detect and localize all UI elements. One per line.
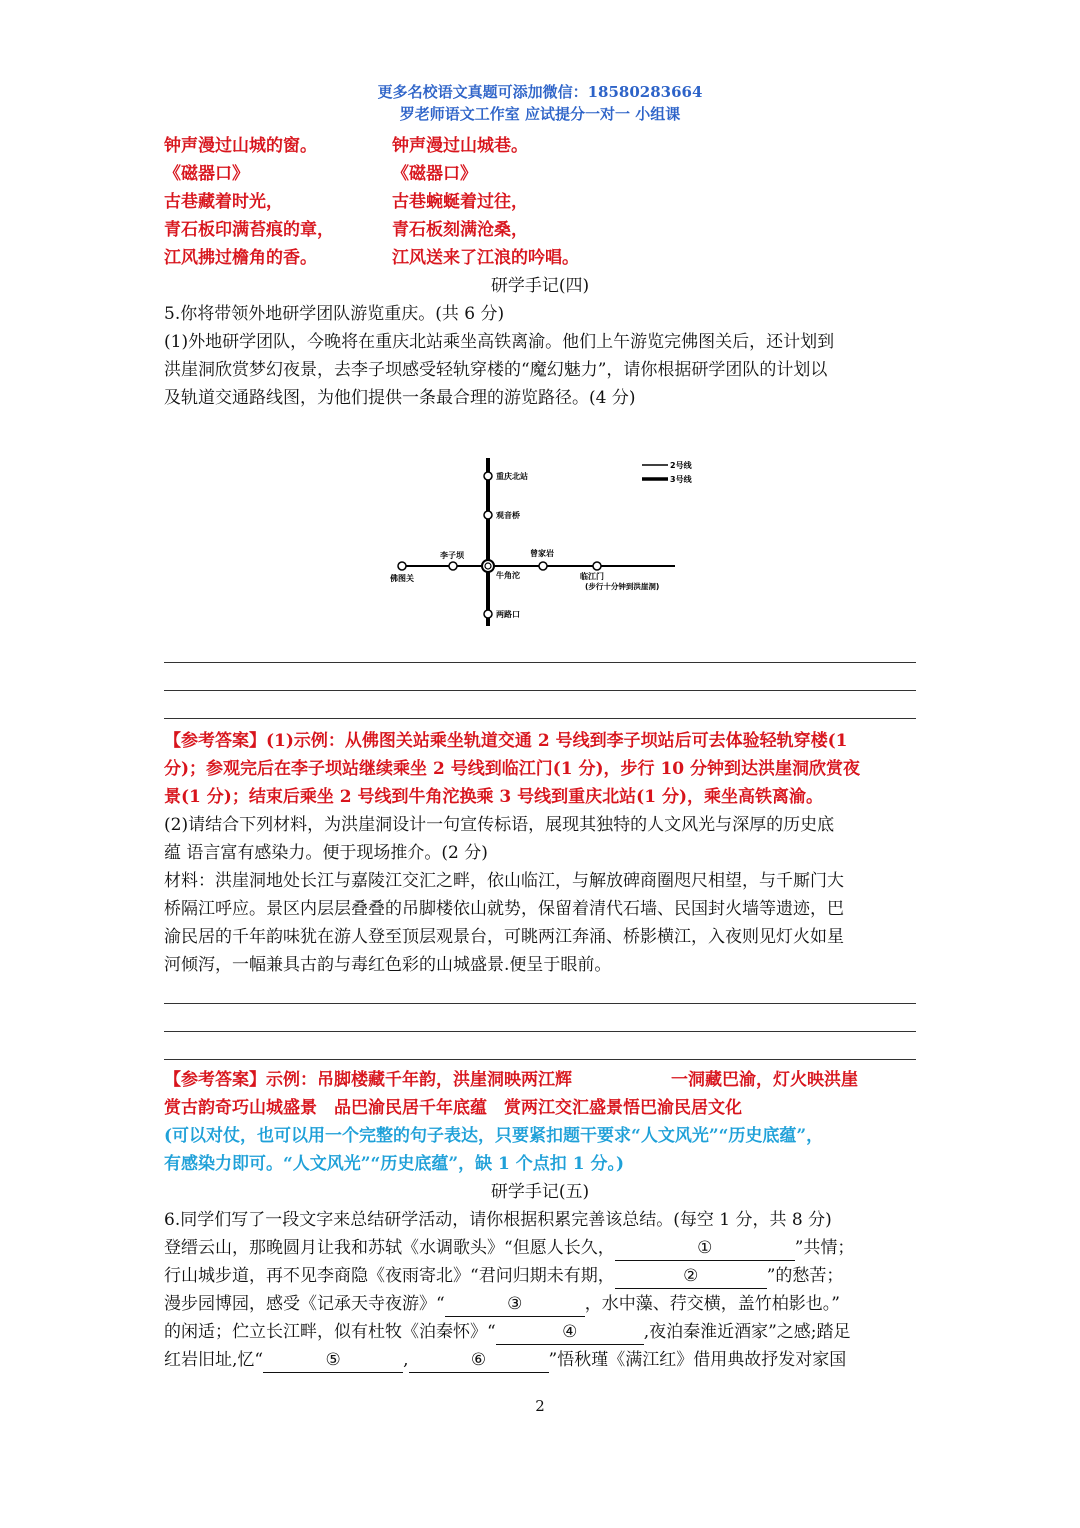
station-linjiangmen: [593, 562, 601, 570]
question-5-1-line: 及轨道交通路线图，为他们提供一条最合理的游览路径。(4 分): [164, 388, 636, 408]
reference-answer-1-line: 【参考答案】(1)示例：从佛图关站乘坐轨道交通 2 号线到李子坝站后可去体验轻轨穿楼(1: [164, 731, 848, 751]
poem-right: 《磁器口》: [392, 164, 477, 184]
poem-left: 《磁器口》: [164, 164, 249, 184]
header-wechat: 更多名校语文真题可添加微信：18580283664: [377, 83, 703, 101]
station-label: 重庆北站: [496, 472, 528, 481]
poem-row: [164, 216, 924, 244]
blank-1[interactable]: ①: [615, 1236, 795, 1261]
station-label: 佛图关: [390, 574, 414, 583]
reference-answer-2-line: [164, 1066, 924, 1094]
poem-right: 钟声漫过山城巷。: [392, 136, 528, 156]
blank-6[interactable]: ⑥: [409, 1348, 549, 1373]
text-segment: 漫步园博园，感受《记承天寺夜游》“: [164, 1294, 445, 1314]
fill-in-line: [164, 1234, 924, 1262]
text-segment: ，水中藻、荇交横，盖竹柏影也。”: [584, 1294, 840, 1314]
station-label: 李子坝: [440, 551, 464, 560]
text-segment: ”的愁苦；: [766, 1266, 844, 1286]
text-segment: 行山城步道，再不见李商隐《夜雨寄北》“君问归期未有期，: [164, 1266, 615, 1286]
poem-row: [164, 132, 924, 160]
answer-slogan-2: 一洞藏巴渝，灯火映洪崖: [671, 1070, 858, 1090]
station-fotuguan: [398, 562, 406, 570]
station-label: 临江门: [580, 572, 604, 581]
metro-route-map: [380, 448, 700, 638]
page-number: 2: [535, 1397, 545, 1415]
section-title-5: 研学手记(五): [490, 1182, 590, 1202]
fill-in-line: [164, 1262, 924, 1290]
answer-rule: [164, 718, 916, 719]
header-studio: 罗老师语文工作室 应试提分一对一 小组课: [399, 105, 681, 123]
question-5: 5.你将带领外地研学团队游览重庆。(共 6 分): [164, 304, 505, 324]
poem-left: 古巷藏着时光，: [164, 192, 283, 212]
text-segment: ,: [403, 1350, 409, 1370]
poem-left: 青石板印满苔痕的章，: [164, 220, 334, 240]
blank-5[interactable]: ⑤: [263, 1348, 403, 1373]
poem-left: 江风拂过檐角的香。: [164, 248, 317, 268]
section-title-4: 研学手记(四): [490, 276, 590, 296]
poem-right: 青石板刻满沧桑，: [392, 220, 528, 240]
station-note: (步行十分钟到洪崖洞): [585, 582, 660, 591]
blank-4[interactable]: ④: [496, 1320, 644, 1345]
material-line: 桥隔江呼应。景区内层层叠叠的吊脚楼依山就势，保留着清代石墙、民国封火墙等遗迹，巴: [164, 899, 844, 919]
fill-in-line: [164, 1290, 924, 1318]
answer-rule: [164, 662, 916, 663]
fill-in-line: [164, 1318, 924, 1346]
poem-row: [164, 244, 924, 272]
scoring-note: 有感染力即可。“人文风光”“历史底蕴”，缺 1 个点扣 1 分。): [164, 1154, 624, 1174]
reference-answer-1-line: 分)；参观完后在李子坝站继续乘坐 2 号线到临江门(1 分)，步行 10 分钟到达洪崖洞欣赏夜: [164, 759, 861, 779]
answer-slogan-1: 【参考答案】示例：吊脚楼藏千年韵，洪崖洞映两江辉: [164, 1070, 572, 1090]
station-label: 牛角沱: [496, 571, 520, 580]
text-segment: 红岩旧址,忆“: [164, 1350, 264, 1370]
station-lianglukou: [484, 610, 492, 618]
poem-row: [164, 160, 924, 188]
answer-rule: [164, 1059, 916, 1060]
question-6: 6.同学们写了一段文字来总结研学活动，请你根据积累完善该总结。(每空 1 分，共 8 分): [164, 1210, 832, 1230]
scoring-note: (可以对仗，也可以用一个完整的句子表达，只要紧扣题干要求“人文风光”“历史底蕴”，: [164, 1126, 824, 1146]
poem-row: [164, 188, 924, 216]
legend-line3: 3号线: [670, 475, 692, 484]
answer-rule: [164, 1031, 916, 1032]
station-label: 两路口: [496, 610, 520, 619]
answer-rule: [164, 690, 916, 691]
text-segment: ”共情；: [794, 1238, 855, 1258]
blank-2[interactable]: ②: [615, 1264, 767, 1289]
text-segment: ”悟秋瑾《满江红》借用典故抒发对家国: [548, 1350, 847, 1370]
material-line: 河倾泻，一幅兼具古韵与毒红色彩的山城盛景.便呈于眼前。: [164, 955, 612, 975]
poem-left: 钟声漫过山城的窗。: [164, 136, 317, 156]
station-guanyinqiao: [484, 511, 492, 519]
answer-rule: [164, 1003, 916, 1004]
blank-3[interactable]: ③: [445, 1292, 585, 1317]
reference-answer-2-line: 赏古韵奇巧山城盛景 品巴渝民居千年底蕴 赏两江交汇盛景悟巴渝民居文化: [164, 1098, 742, 1118]
station-chongqing-north: [484, 472, 492, 480]
text-segment: ,夜泊秦淮近酒家”之感;踏足: [643, 1322, 851, 1342]
question-5-1-line: (1)外地研学团队，今晚将在重庆北站乘坐高铁离渝。他们上午游览完佛图关后，还计划到: [164, 332, 835, 352]
question-5-1-line: 洪崖洞欣赏梦幻夜景，去李子坝感受轻轨穿楼的“魔幻魅力”，请你根据研学团队的计划以: [164, 360, 828, 380]
material-line: 材料：洪崖洞地处长江与嘉陵江交汇之畔，依山临江，与解放碑商圈咫尺相望，与千厮门大: [164, 871, 844, 891]
station-label: 曾家岩: [530, 549, 554, 558]
poem-right: 江风送来了江浪的吟唱。: [392, 248, 579, 268]
station-liziba: [449, 562, 457, 570]
question-5-2-line: (2)请结合下列材料，为洪崖洞设计一句宣传标语，展现其独特的人文风光与深厚的历史底: [164, 815, 835, 835]
station-zengjiayan: [539, 562, 547, 570]
reference-answer-1-line: 景(1 分)；结束后乘坐 2 号线到牛角沱换乘 3 号线到重庆北站(1 分)，乘坐高铁离渝。: [164, 787, 823, 807]
legend-line2: 2号线: [670, 461, 692, 470]
fill-in-line: [164, 1346, 924, 1374]
material-line: 渝民居的千年韵味犹在游人登至顶层观景台，可眺两江奔涌、桥影横江，入夜则见灯火如星: [164, 927, 844, 947]
poem-right: 古巷蜿蜒着过往，: [392, 192, 528, 212]
question-5-2-line: 蕴 语言富有感染力。便于现场推介。(2 分): [164, 843, 488, 863]
text-segment: 登缙云山，那晚圆月让我和苏轼《水调歌头》“但愿人长久，: [164, 1238, 615, 1258]
station-label: 观音桥: [496, 511, 520, 520]
text-segment: 的闲适；伫立长江畔，似有杜牧《泊秦怀》“: [164, 1322, 496, 1342]
